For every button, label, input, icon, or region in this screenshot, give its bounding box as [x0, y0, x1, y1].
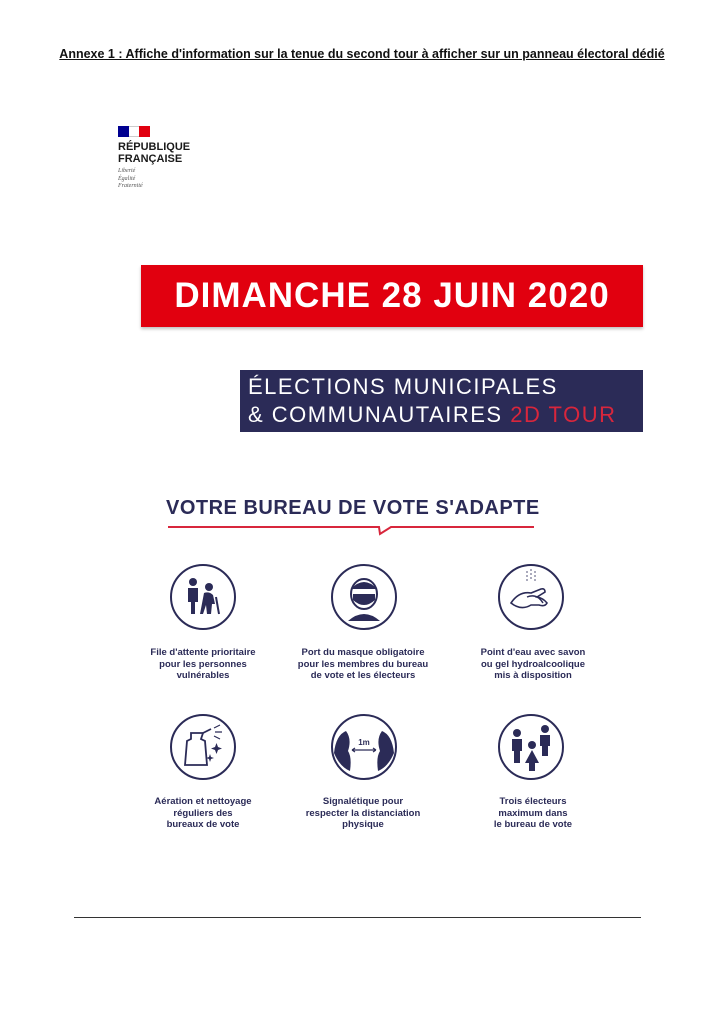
motto-liberte: Liberté — [118, 168, 136, 174]
section-heading — [166, 497, 540, 536]
logo-name — [118, 141, 190, 165]
heading-underline-icon — [166, 522, 536, 536]
hand-washing-icon — [497, 563, 565, 631]
caption-cleaning — [128, 796, 278, 831]
heading-text: VOTRE BUREAU DE VOTE S'ADAPTE — [166, 497, 540, 519]
caption-priority-queue — [128, 647, 278, 682]
caption-line: pour les personnes — [159, 658, 247, 670]
motto-fraternite: Fraternité — [118, 183, 143, 189]
caption-line: le bureau de vote — [493, 819, 573, 830]
logo-name-line1: RÉPUBLIQUE — [118, 141, 191, 153]
caption-mask — [288, 647, 438, 682]
distance-label: 1m — [358, 738, 370, 747]
caption-line: mis à disposition — [494, 670, 572, 681]
caption-line: respecter la distanciation — [305, 807, 421, 819]
elections-line2-main: & COMMUNAUTAIRES — [248, 402, 511, 427]
spray-cleaning-icon — [169, 713, 237, 781]
caption-line: ou gel hydroalcoolique — [481, 658, 585, 670]
face-mask-icon — [330, 563, 398, 631]
logo-name-line2: FRANÇAISE — [118, 153, 183, 165]
caption-three-voters — [458, 796, 608, 831]
elections-line2 — [248, 401, 643, 429]
three-voters-icon — [497, 713, 565, 781]
distance-icon — [330, 713, 398, 781]
caption-line: physique — [342, 819, 384, 830]
french-flag-icon — [118, 126, 150, 137]
caption-line: File d'attente prioritaire — [150, 647, 256, 658]
caption-line: Aération et nettoyage — [154, 796, 252, 807]
republique-francaise-logo — [118, 126, 190, 191]
caption-line: Trois électeurs — [499, 796, 567, 807]
caption-line: Point d'eau avec savon — [480, 647, 586, 658]
caption-hand-wash — [458, 647, 608, 682]
elections-line1: ÉLECTIONS MUNICIPALES — [248, 374, 558, 399]
caption-line: vulnérables — [176, 670, 230, 681]
elderly-queue-icon — [169, 563, 237, 631]
caption-line: de vote et les électeurs — [310, 670, 416, 681]
caption-distancing — [288, 796, 438, 831]
caption-line: Signalétique pour — [322, 796, 404, 807]
caption-line: Port du masque obligatoire — [301, 647, 425, 658]
date-banner: DIMANCHE 28 JUIN 2020 — [141, 265, 643, 327]
caption-line: maximum dans — [498, 807, 568, 819]
caption-line: bureaux de vote — [166, 819, 240, 830]
elections-banner — [240, 370, 643, 432]
motto-egalite: Égalité — [118, 175, 136, 182]
bottom-rule — [74, 917, 641, 918]
elections-tour: 2D TOUR — [510, 402, 617, 427]
annex-title: Annexe 1 : Affiche d'information sur la tenue du second tour à afficher sur un panneau électoral dédié — [59, 47, 665, 61]
caption-line: réguliers des — [173, 807, 233, 819]
caption-line: pour les membres du bureau — [297, 658, 429, 670]
logo-motto — [118, 168, 190, 191]
